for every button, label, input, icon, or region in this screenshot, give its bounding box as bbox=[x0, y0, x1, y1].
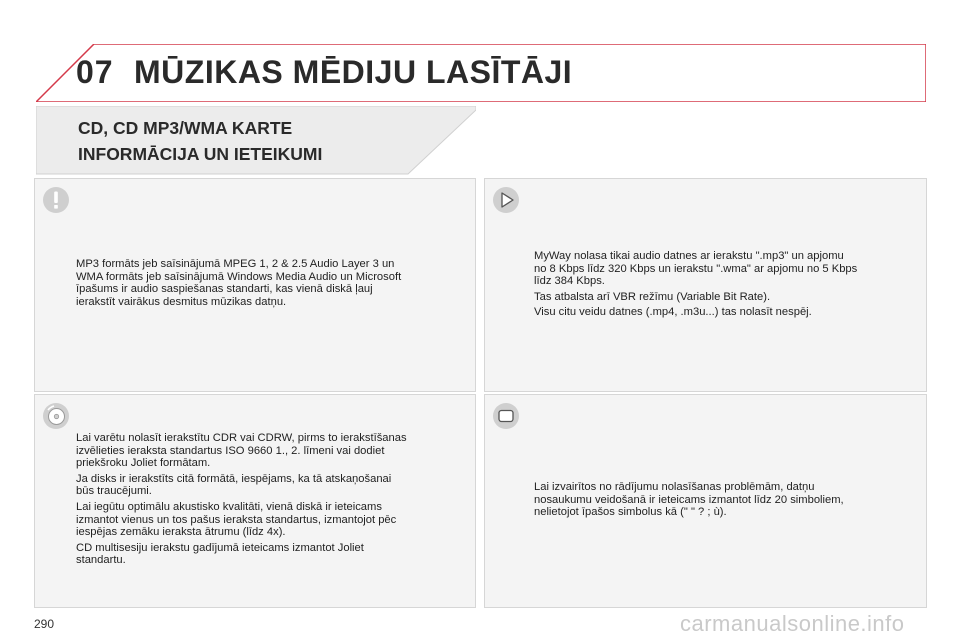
paragraph bbox=[534, 291, 920, 304]
watermark: carmanualsonline.info bbox=[680, 611, 905, 636]
panel-filenames-text bbox=[534, 481, 920, 519]
disc-icon bbox=[42, 402, 70, 430]
chapter-title: MŪZIKAS MĒDIJU LASĪTĀJI bbox=[134, 54, 573, 90]
text-line: Lai izvairītos no rādījumu nolasīšanas problēmām, datņu bbox=[534, 481, 815, 493]
panel-formats-text bbox=[534, 250, 920, 322]
note-icon bbox=[492, 402, 520, 430]
text-line: būs traucējumi. bbox=[76, 485, 152, 498]
text-line: izvēlieties ieraksta standartus ISO 9660 1., 2. līmeni vai dodiet bbox=[76, 444, 385, 457]
text-line: priekšroku Joliet formātam. bbox=[76, 457, 211, 470]
section-banner bbox=[36, 106, 476, 176]
text-line: MyWay nolasa tikai audio datnes ar ierakstu ".mp3" un apjomu bbox=[534, 250, 844, 262]
paragraph bbox=[76, 432, 468, 470]
banner-frame bbox=[36, 106, 476, 176]
exclamation-icon bbox=[42, 186, 70, 214]
panel-warning-text bbox=[76, 258, 468, 308]
play-icon bbox=[492, 186, 520, 214]
paragraph bbox=[534, 306, 920, 319]
text-line: CD multisesiju ierakstu gadījumā ieteicams izmantot Joliet bbox=[76, 541, 364, 554]
text-line: standartu. bbox=[76, 554, 126, 567]
panel-disc-tips-text bbox=[76, 432, 468, 570]
section-title-line2: INFORMĀCIJA UN IETEIKUMI bbox=[78, 144, 323, 164]
paragraph bbox=[534, 250, 920, 288]
text-line: līdz 384 Kbps. bbox=[534, 275, 605, 288]
section-title-line1: CD, CD MP3/WMA KARTE bbox=[78, 118, 293, 138]
text-line: Visu citu veidu datnes (.mp4, .m3u...) tas nolasīt nespēj. bbox=[534, 306, 812, 319]
paragraph bbox=[76, 542, 468, 567]
text-line: nosaukumu veidošanā ir ieteicams izmantot līdz 20 simboliem, bbox=[534, 493, 844, 506]
text-line: Tas atbalsta arī VBR režīmu (Variable Bit Rate). bbox=[534, 290, 771, 303]
text-line: no 8 Kbps līdz 320 Kbps un ierakstu ".wma" ar apjomu no 5 Kbps bbox=[534, 262, 858, 275]
paragraph bbox=[76, 501, 468, 539]
text-line: MP3 formāts jeb saīsinājumā MPEG 1, 2 & 2.5 Audio Layer 3 un bbox=[76, 258, 395, 270]
text-line: Lai iegūtu optimālu akustisko kvalitāti, vienā diskā ir ieteicams bbox=[76, 500, 382, 513]
text-line: ierakstīt vairākus desmitus mūzikas datņu. bbox=[76, 295, 287, 308]
text-line: nelietojot īpašos simbolus kā (" " ? ; ù). bbox=[534, 506, 727, 519]
text-line: izmantot vienus un tos pašus ieraksta standartus, izmantojot pēc bbox=[76, 513, 397, 526]
text-line: īpašums ir audio saspiešanas standarti, kas vienā diskā ļauj bbox=[76, 283, 373, 296]
paragraph bbox=[76, 473, 468, 498]
text-line: Ja disks ir ierakstīts citā formātā, iespējams, ka tā atskaņošanai bbox=[76, 472, 392, 485]
page-number: 290 bbox=[34, 617, 55, 631]
text-line: WMA formāts jeb saīsinājumā Windows Media Audio un Microsoft bbox=[76, 270, 402, 283]
chapter-number: 07 bbox=[76, 54, 114, 90]
text-line: iespējas zemāku ieraksta ātrumu (līdz 4x). bbox=[76, 526, 286, 539]
text-line: Lai varētu nolasīt ierakstītu CDR vai CDRW, pirms to ierakstīšanas bbox=[76, 432, 407, 444]
